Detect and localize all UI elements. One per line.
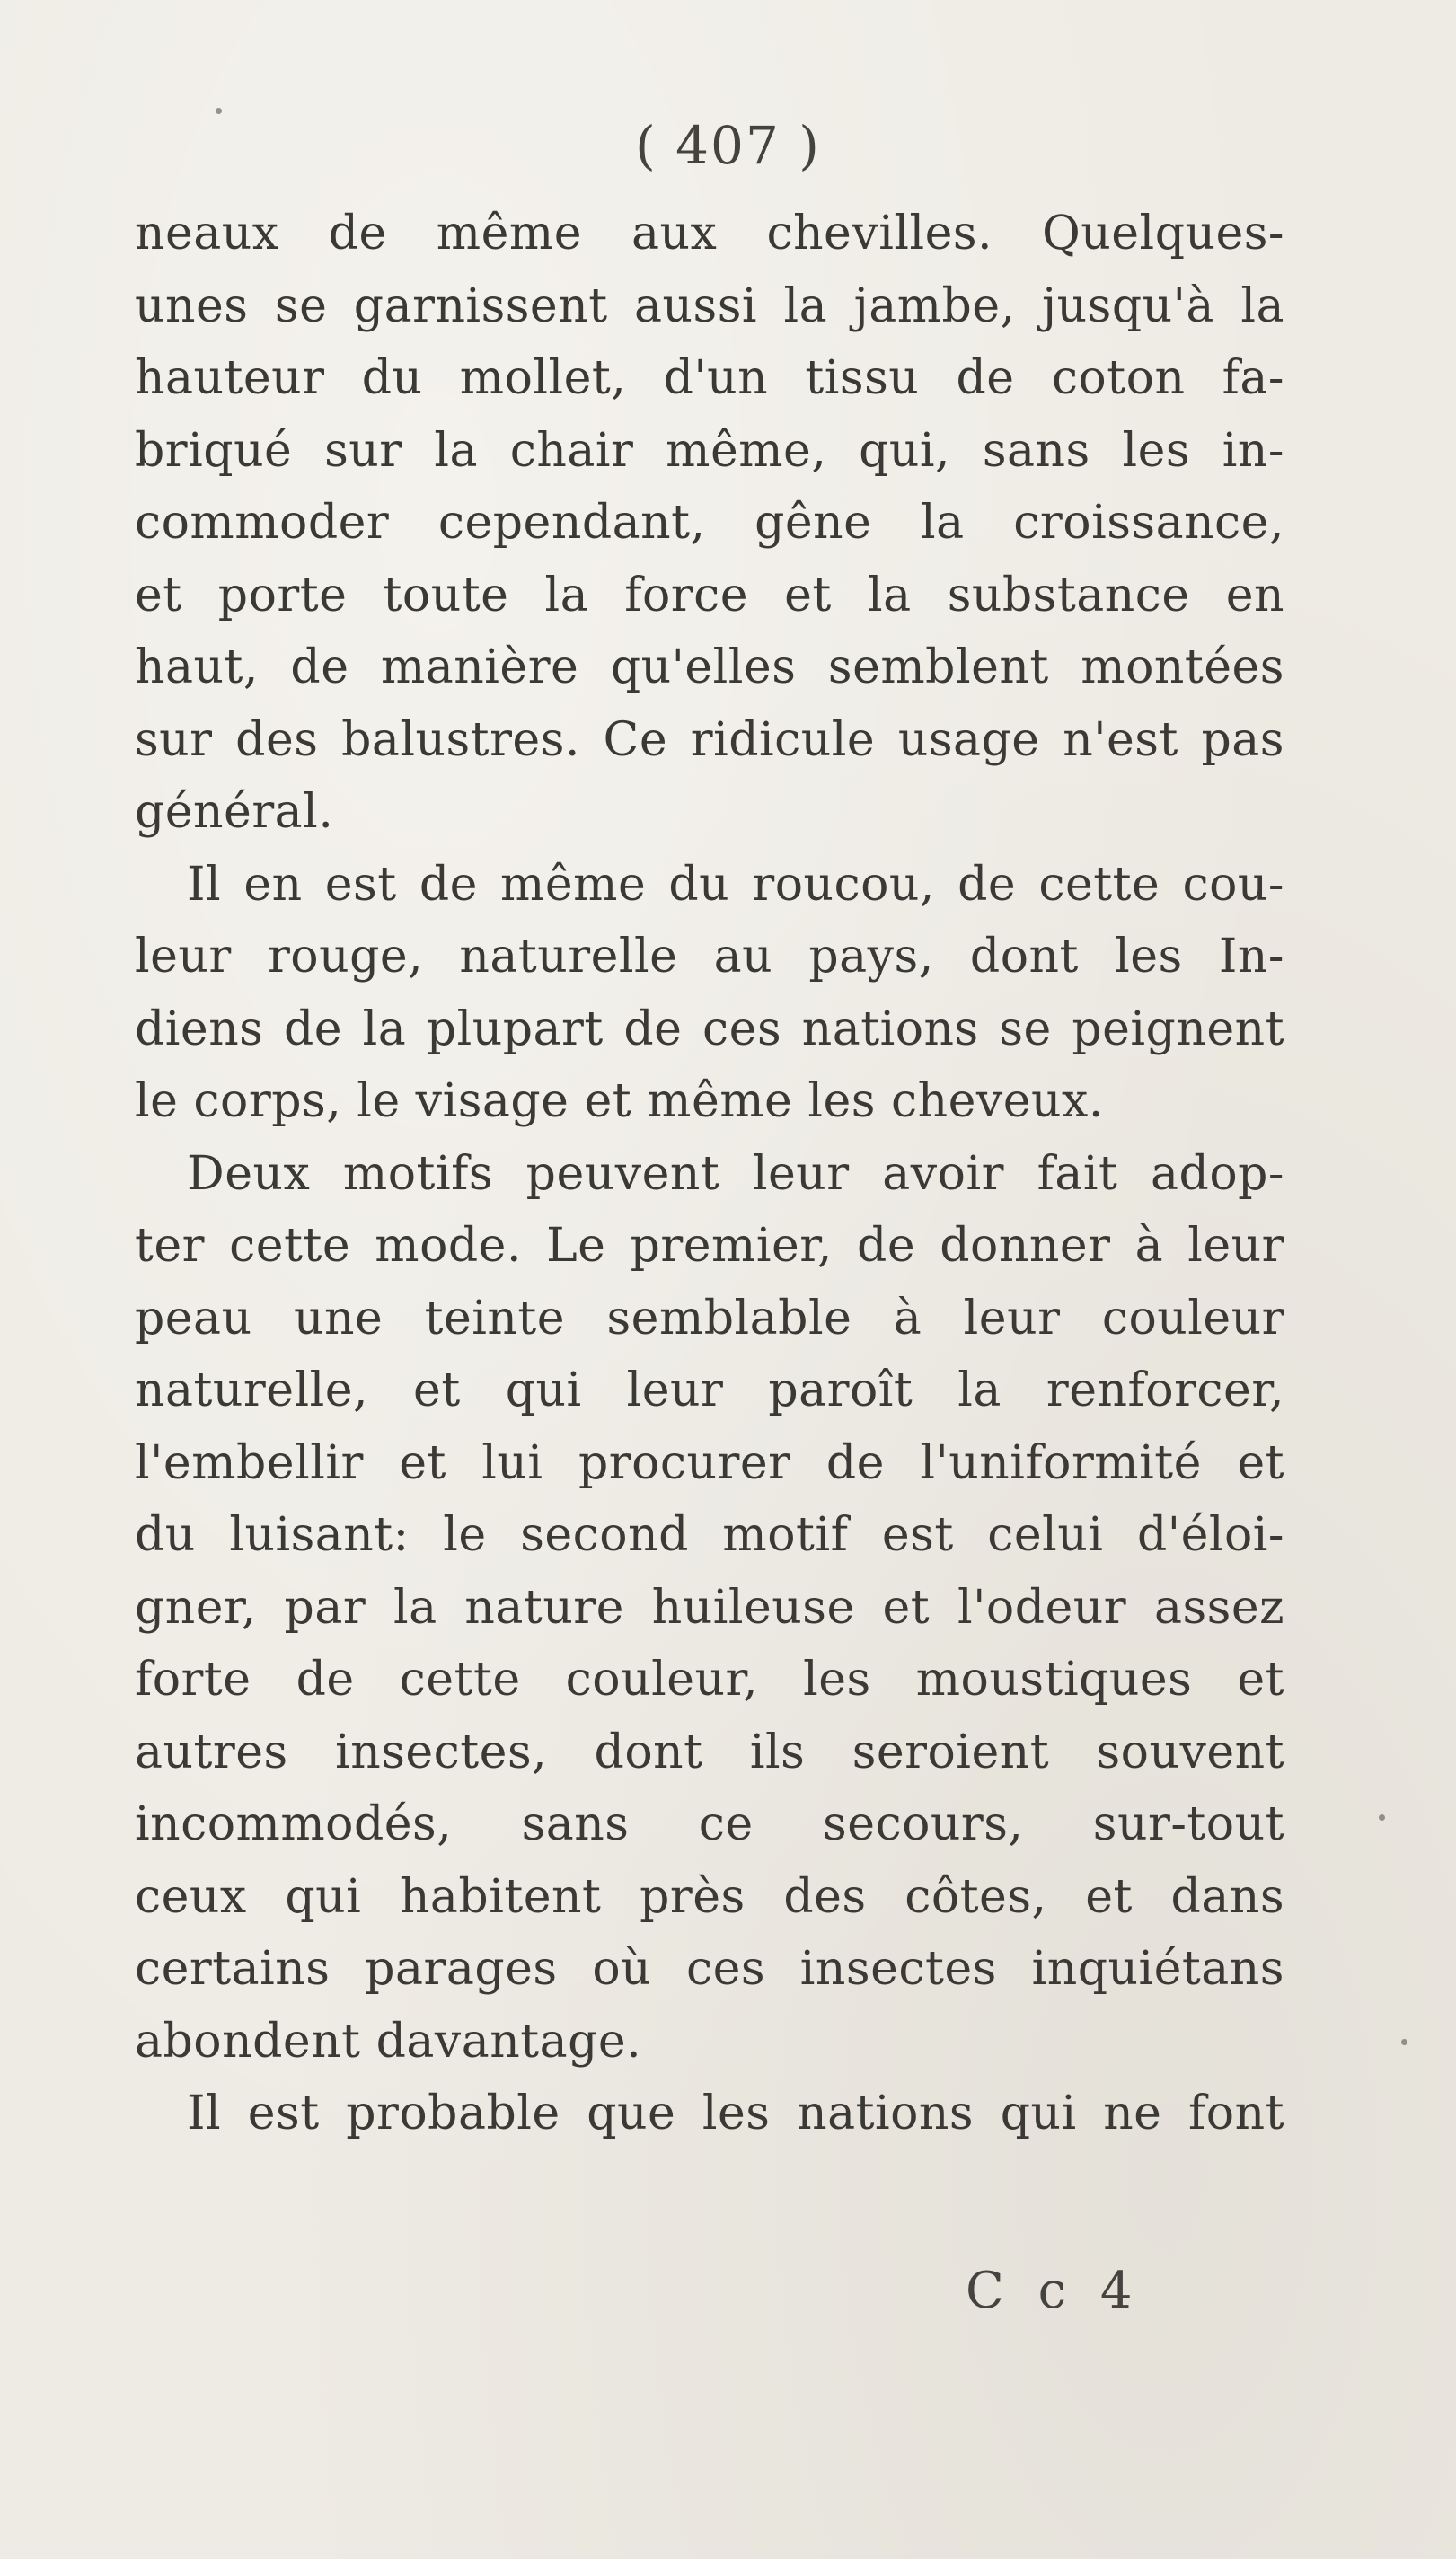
page-number-header: ( 407 ) [635,115,821,176]
signature-mark: C c 4 [966,2262,1142,2320]
text-line: certains parages où ces insectes inquiétans [135,1942,1284,1996]
body-text [135,198,1284,2150]
text-line: gner, par la nature huileuse et l'odeur assez [135,1580,1284,1635]
text-line: peau une teinte semblable à leur couleur [135,1291,1284,1346]
text-line: leur rouge, naturelle au pays, dont les In- [135,930,1284,984]
text-line: naturelle, et qui leur paroît la renforcer, [135,1363,1284,1417]
text-line: abondent davantage. [135,2014,642,2069]
text-line: incommodés, sans ce secours, sur-tout [135,1797,1284,1851]
text-line: Il en est de même du roucou, de cette cou- [187,857,1284,912]
text-line: le corps, le visage et même les cheveux. [135,1074,1104,1128]
text-line: neaux de même aux chevilles. Quelques- [135,207,1284,260]
text-line: l'embellir et lui procurer de l'uniformité et [135,1435,1284,1490]
text-line: briqué sur la chair même, qui, sans les in- [135,423,1284,478]
ink-speck [216,108,222,114]
ink-speck [1401,2039,1407,2045]
text-line: diens de la plupart de ces nations se peignent [135,1002,1284,1056]
text-line: unes se garnissent aussi la jambe, jusqu'à la [135,278,1284,333]
text-line: ceux qui habitent près des côtes, et dans [135,1869,1284,1924]
text-line: Il est probable que les nations qui ne font [187,2087,1284,2140]
text-line: ter cette mode. Le premier, de donner à leur [135,1219,1284,1273]
text-line: général. [135,785,334,839]
text-line: du luisant: le second motif est celui d'éloi- [135,1508,1284,1562]
text-line: forte de cette couleur, les moustiques et [135,1653,1284,1707]
text-line: et porte toute la force et la substance en [135,568,1284,622]
text-line: sur des balustres. Ce ridicule usage n'est pas [135,712,1284,767]
text-line: autres insectes, dont ils seroient souvent [135,1725,1284,1779]
text-line: Deux motifs peuvent leur avoir fait adop- [187,1146,1284,1201]
text-line: hauteur du mollet, d'un tissu de coton fa- [135,351,1284,405]
text-line: commoder cependant, gêne la croissance, [135,496,1284,550]
ink-speck [1379,1814,1385,1821]
text-line: haut, de manière qu'elles semblent montées [135,640,1284,694]
